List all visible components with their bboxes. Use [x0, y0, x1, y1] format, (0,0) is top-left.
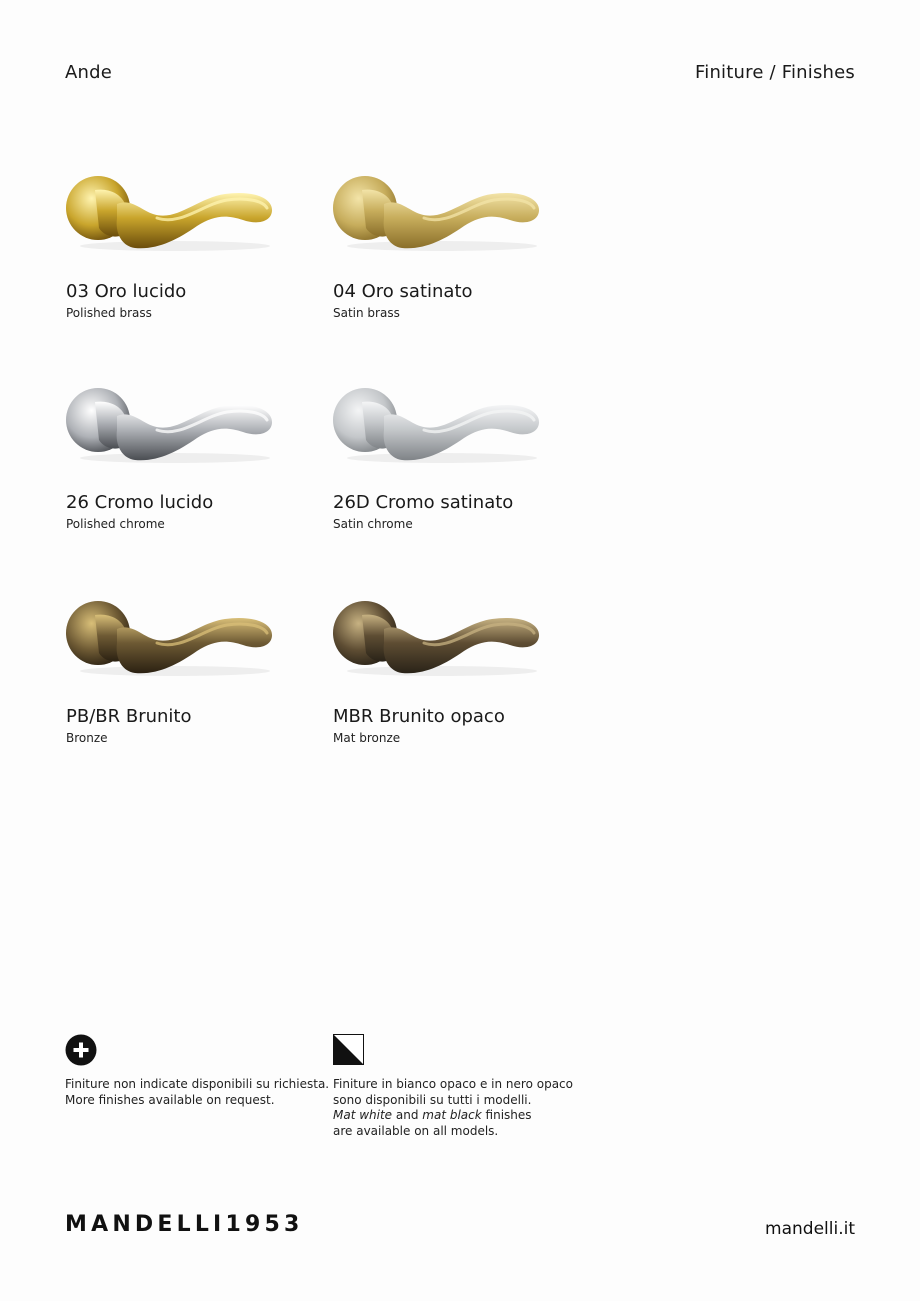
- collection-title: Ande: [65, 62, 113, 83]
- note-line: Finiture non indicate disponibili su richiesta.: [65, 1077, 330, 1091]
- finish-name: 26D Cromo satinato: [333, 492, 514, 513]
- more-finishes-note: [65, 1077, 329, 1108]
- handle-shadow: [347, 666, 537, 676]
- note-line: [333, 1108, 573, 1124]
- handle-shadow: [347, 241, 537, 251]
- finish-tile: [65, 593, 305, 745]
- finish-name: PB/BR Brunito: [66, 706, 192, 727]
- handle-shadow: [80, 241, 270, 251]
- note-text: and: [392, 1108, 423, 1122]
- finish-tile: [332, 593, 572, 745]
- handle-lever: [384, 405, 539, 460]
- finish-name: 26 Cromo lucido: [66, 492, 214, 513]
- handle-lever: [384, 193, 539, 248]
- matte-finishes-note: [333, 1077, 573, 1139]
- plus-circle-icon: [65, 1034, 97, 1066]
- mat-black-text: mat black: [422, 1108, 482, 1122]
- finish-subtitle: Polished brass: [66, 306, 152, 320]
- handle-lever: [117, 618, 272, 673]
- lever-handle-bronze-image: [65, 593, 280, 683]
- finish-subtitle: Mat bronze: [333, 731, 401, 745]
- section-title: Finiture / Finishes: [695, 62, 855, 83]
- mat-white-text: Mat white: [333, 1108, 393, 1122]
- note-line: Finiture in bianco opaco e in nero opaco: [333, 1077, 573, 1091]
- handle-lever: [117, 193, 272, 248]
- finish-tile: [65, 380, 305, 530]
- finish-name: 03 Oro lucido: [66, 281, 187, 302]
- handle-lever: [117, 405, 272, 460]
- brand-logo: MANDELLI1953: [65, 1212, 304, 1237]
- note-line: sono disponibili su tutti i modelli.: [333, 1092, 532, 1107]
- website-link[interactable]: mandelli.it: [765, 1219, 855, 1239]
- lever-handle-mat-bronze-image: [332, 593, 547, 683]
- lever-handle-satin-chrome-image: [332, 380, 547, 470]
- lever-handle-polished-brass-image: [65, 168, 280, 258]
- handle-shadow: [80, 453, 270, 463]
- finish-tile: [65, 168, 305, 318]
- finish-subtitle: Polished chrome: [66, 517, 165, 531]
- note-line: More finishes available on request.: [65, 1092, 275, 1107]
- note-line: are available on all models.: [333, 1123, 499, 1138]
- finish-name: 04 Oro satinato: [333, 281, 473, 302]
- note-text: finishes: [481, 1108, 532, 1122]
- finish-subtitle: Satin chrome: [333, 517, 413, 531]
- finish-name: MBR Brunito opaco: [333, 706, 505, 727]
- lever-handle-polished-chrome-image: [65, 380, 280, 470]
- finish-subtitle: Satin brass: [333, 306, 400, 320]
- finish-subtitle: Bronze: [66, 731, 108, 745]
- handle-shadow: [80, 666, 270, 676]
- finish-tile: [332, 168, 572, 318]
- handle-lever: [384, 618, 539, 673]
- finish-tile: [332, 380, 572, 530]
- handle-shadow: [347, 453, 537, 463]
- black-white-square-icon: [333, 1034, 364, 1065]
- lever-handle-satin-brass-image: [332, 168, 547, 258]
